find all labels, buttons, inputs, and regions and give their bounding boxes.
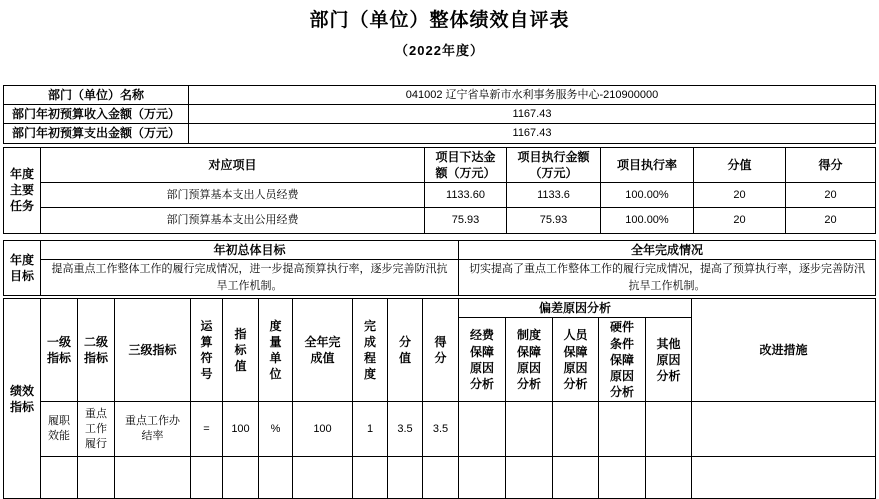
section-label-annual-tasks: 年度主要任务 <box>4 147 41 233</box>
performance-header: 三级指标 <box>115 299 191 402</box>
deviation-subheader: 经费保障原因分析 <box>459 318 506 402</box>
page-subtitle: （2022年度） <box>395 43 484 58</box>
performance-cell: 1 <box>353 402 388 457</box>
annual-tasks-cell: 20 <box>694 182 786 207</box>
basic-info-row <box>4 105 876 124</box>
annual-tasks-cell: 20 <box>786 207 876 233</box>
annual-tasks-header-row <box>4 147 876 182</box>
section-label-performance: 绩效指标 <box>4 299 41 499</box>
empty-cell <box>459 457 506 499</box>
empty-cell <box>506 457 553 499</box>
basic-info-value: 1167.43 <box>189 105 876 124</box>
performance-header: 完成程度 <box>353 299 388 402</box>
annual-tasks-cell: 20 <box>694 207 786 233</box>
performance-table <box>3 298 876 499</box>
annual-tasks-row <box>4 207 876 233</box>
performance-cell <box>646 402 692 457</box>
annual-tasks-cell: 1133.6 <box>507 182 601 207</box>
performance-header: 得分 <box>423 299 459 402</box>
annual-tasks-cell: 部门预算基本支出公用经费 <box>41 207 425 233</box>
empty-cell <box>388 457 423 499</box>
performance-cell: 3.5 <box>423 402 459 457</box>
deviation-subheader: 硬件条件保障原因分析 <box>599 318 646 402</box>
section-label-annual-goals: 年度目标 <box>4 240 41 295</box>
performance-empty-row <box>4 457 876 499</box>
empty-cell <box>423 457 459 499</box>
performance-header-row-1 <box>4 299 876 318</box>
improvement-header: 改进措施 <box>692 299 876 402</box>
annual-tasks-table <box>3 147 876 234</box>
performance-header: 指标值 <box>223 299 259 402</box>
empty-cell <box>553 457 599 499</box>
annual-tasks-header: 分值 <box>694 147 786 182</box>
annual-tasks-cell: 1133.60 <box>425 182 507 207</box>
annual-tasks-row <box>4 182 876 207</box>
performance-header: 二级指标 <box>78 299 115 402</box>
empty-cell <box>293 457 353 499</box>
empty-cell <box>599 457 646 499</box>
empty-cell <box>115 457 191 499</box>
basic-info-label: 部门年初预算支出金额（万元） <box>4 124 189 143</box>
empty-cell <box>646 457 692 499</box>
empty-cell <box>353 457 388 499</box>
performance-header: 分值 <box>388 299 423 402</box>
performance-cell: 100 <box>223 402 259 457</box>
empty-cell <box>191 457 223 499</box>
performance-cell <box>506 402 553 457</box>
annual-tasks-header: 项目执行金额（万元） <box>507 147 601 182</box>
performance-cell: 重点工作履行 <box>78 402 115 457</box>
basic-info-label: 部门年初预算收入金额（万元） <box>4 105 189 124</box>
empty-cell <box>78 457 115 499</box>
basic-info-table <box>3 85 876 144</box>
basic-info-row <box>4 86 876 105</box>
annual-tasks-cell: 75.93 <box>507 207 601 233</box>
annual-goals-header-row <box>4 240 876 259</box>
goals-text-completion: 切实提高了重点工作整体工作的履行完成情况，提高了预算执行率，逐步完善防汛抗旱工作机制。 <box>459 260 876 296</box>
annual-tasks-header: 项目下达金额（万元） <box>425 147 507 182</box>
page-title: 部门（单位）整体绩效自评表 <box>309 10 570 31</box>
deviation-subheader: 其他原因分析 <box>646 318 692 402</box>
annual-tasks-header: 项目执行率 <box>601 147 694 182</box>
goals-header-completion: 全年完成情况 <box>459 240 876 259</box>
performance-data-row <box>4 402 876 457</box>
performance-cell <box>553 402 599 457</box>
performance-cell: 100 <box>293 402 353 457</box>
performance-header: 全年完成值 <box>293 299 353 402</box>
deviation-analysis-header: 偏差原因分析 <box>459 299 692 318</box>
basic-info-label: 部门（单位）名称 <box>4 86 189 105</box>
performance-header: 运算符号 <box>191 299 223 402</box>
annual-goals-content-row <box>4 260 876 296</box>
basic-info-value: 1167.43 <box>189 124 876 143</box>
empty-cell <box>692 457 876 499</box>
basic-info-row <box>4 124 876 143</box>
performance-cell: 重点工作办结率 <box>115 402 191 457</box>
performance-cell <box>599 402 646 457</box>
empty-cell <box>223 457 259 499</box>
annual-goals-table <box>3 240 876 296</box>
empty-cell <box>41 457 78 499</box>
annual-tasks-cell: 100.00% <box>601 182 694 207</box>
performance-cell <box>692 402 876 457</box>
performance-header: 度量单位 <box>259 299 293 402</box>
performance-cell <box>459 402 506 457</box>
goals-header-initial: 年初总体目标 <box>41 240 459 259</box>
annual-tasks-cell: 20 <box>786 182 876 207</box>
goals-text-initial: 提高重点工作整体工作的履行完成情况，进一步提高预算执行率，逐步完善防汛抗旱工作机制。 <box>41 260 459 296</box>
performance-cell: 3.5 <box>388 402 423 457</box>
annual-tasks-cell: 部门预算基本支出人员经费 <box>41 182 425 207</box>
annual-tasks-cell: 100.00% <box>601 207 694 233</box>
empty-cell <box>259 457 293 499</box>
deviation-subheader: 人员保障原因分析 <box>553 318 599 402</box>
performance-cell: = <box>191 402 223 457</box>
annual-tasks-cell: 75.93 <box>425 207 507 233</box>
deviation-subheader: 制度保障原因分析 <box>506 318 553 402</box>
basic-info-value: 041002 辽宁省阜新市水利事务服务中心-210900000 <box>189 86 876 105</box>
performance-header: 一级指标 <box>41 299 78 402</box>
annual-tasks-header: 对应项目 <box>41 147 425 182</box>
performance-cell: % <box>259 402 293 457</box>
performance-cell: 履职效能 <box>41 402 78 457</box>
annual-tasks-header: 得分 <box>786 147 876 182</box>
